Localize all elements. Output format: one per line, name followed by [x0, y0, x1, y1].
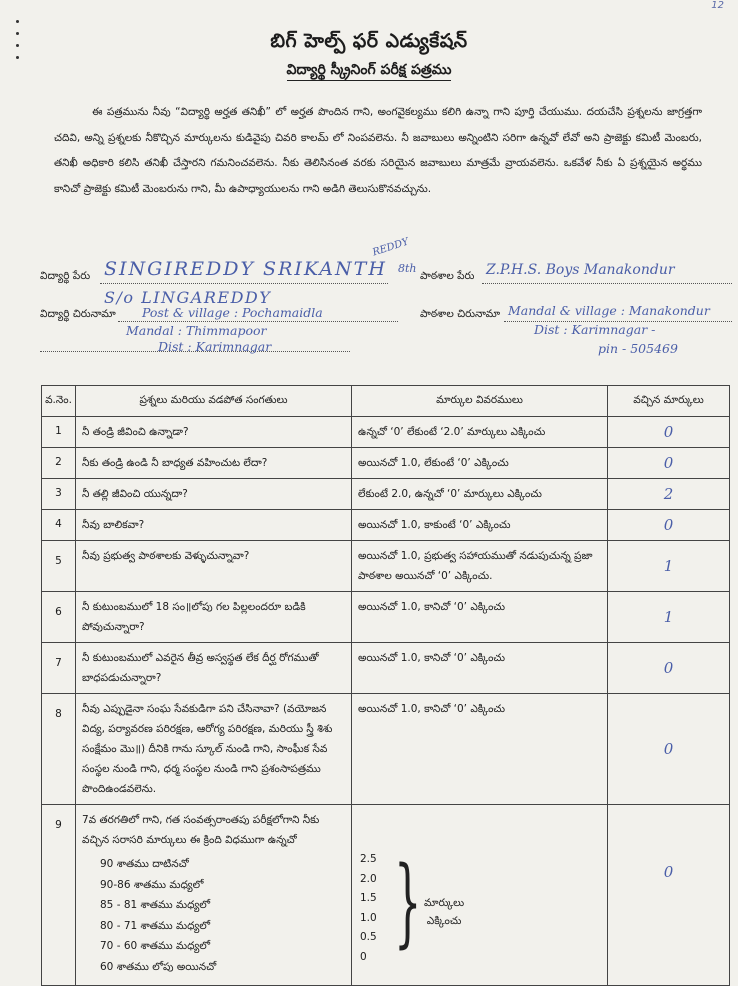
scale-value: 1.0	[360, 911, 377, 924]
scale-label	[424, 894, 464, 930]
list-item: 60 శాతము లోపు అయినచో	[100, 960, 217, 973]
row-mark[interactable]: 0	[608, 805, 730, 986]
school-name-label: పాఠశాల పేరు	[420, 270, 475, 282]
row-number: 9	[42, 805, 76, 986]
row-rule: లేకుంటే 2.0, ఉన్నచో ‘0’ మార్కులు ఎక్కించు	[352, 479, 608, 510]
row-rule	[352, 805, 608, 986]
scale-values	[360, 850, 377, 967]
table-row	[42, 417, 730, 448]
school-address-label: పాఠశాల చిరునామా	[420, 308, 501, 320]
school-address-line-1[interactable]: Mandal & village : Manakondur	[508, 303, 710, 318]
row-question: నీవు ఎప్పుడైనా సంఘ సేవకుడిగా పని చేసినావా? (వయోజన విద్య, పర్యావరణ పరిరక్షణ, ఆరోగ్య పరిరక్షణ, మరియు స్త్రీ శిశు సంక్షేమం మొ॥) దీనికి గాను స్కూల్ నుండి గాని, సాంఘీక సేవ సంస్థల నుండి గాని, ధర్మ సంస్థల నుండి గాని ప్రశంసాపత్రము పొందిఉండవలెను.	[76, 694, 352, 805]
instructions-paragraph: ఈ పత్రమును నీవు “విద్యార్థి అర్హత తనిఖీ” లో అర్హత పొందిన గాని, అంగవైకల్యము కలిగి ఉన్నా గాని పూర్తి చేయుము. దయచేసి ప్రశ్నలను జాగ్రత్తగా చదివి, అన్ని ప్రశ్నలకు నీకొచ్చిన మార్కులను కుడివైపు చివరి కాలమ్ లో నింపవలెను. నీ జవాబులు అన్నింటిని సరిగా ఉన్నవో లేవో అని ప్రాజెక్టు కమిటీ మెంబరు, తనిఖీ అధికారి కలిసి తనిఖీ చేస్తారని గమనించవలెను. నీకు తెలిసినంత వరకు సరియైన జవాబులు మాత్రమే వ్రాయవలెను. ఒకవేళ నీకు ఏ ప్రశ్నయైన అర్థము కానిచో ప్రాజెక్టు కమిటీ మెంబరును గాని, మీ ఉపాధ్యాయులను గాని అడిగి తెలుసుకొనవచ్చును.	[54, 106, 702, 195]
student-name-line	[100, 283, 388, 284]
row-mark[interactable]: 0	[608, 694, 730, 805]
col-header-marks-obtained: వచ్చిన మార్కులు	[608, 386, 730, 417]
student-address-label: విద్యార్థి చిరునామా	[40, 308, 116, 320]
row-number: 4	[42, 510, 76, 541]
school-address-line-2[interactable]: Dist : Karimnagar -	[534, 322, 656, 337]
row-number: 5	[42, 541, 76, 592]
row-rule: అయినచో 1.0, కానిచో ‘0’ ఎక్కించు	[352, 643, 608, 694]
row-question: నీ కుటుంబములో ఎవరైన తీవ్ర అస్వస్థత లేక దీర్ఘ రోగముతో బాధపడుచున్నారా?	[76, 643, 352, 694]
screening-table	[41, 385, 730, 986]
scale-value: 0	[360, 950, 367, 963]
row-rule: అయినచో 1.0, లేకుంటే ‘0’ ఎక్కించు	[352, 448, 608, 479]
row-mark[interactable]: 1	[608, 592, 730, 643]
marks-scale	[358, 846, 601, 980]
row-number: 2	[42, 448, 76, 479]
row-question: నీవు బాలికవా?	[76, 510, 352, 541]
table-row	[42, 448, 730, 479]
row-mark[interactable]: 2	[608, 479, 730, 510]
page-subtitle	[0, 62, 738, 81]
row-number: 6	[42, 592, 76, 643]
row-rule: అయినచో 1.0, కాకుంటే ‘0’ ఎక్కించు	[352, 510, 608, 541]
row-question-9	[76, 805, 352, 986]
scale-value: 2.0	[360, 872, 377, 885]
scale-value: 0.5	[360, 931, 377, 943]
school-name-value[interactable]: Z.P.H.S. Boys Manakondur	[486, 262, 675, 278]
page-title: బిగ్ హెల్ప్ ఫర్ ఎడ్యుకేషన్	[270, 30, 468, 52]
row-mark[interactable]: 0	[608, 448, 730, 479]
student-address-line	[118, 321, 398, 322]
list-item: 90-86 శాతము మధ్యలో	[100, 878, 204, 891]
row-mark[interactable]: 1	[608, 541, 730, 592]
address-line-1[interactable]: S/o LINGAREDDY	[104, 288, 272, 307]
student-name-label: విద్యార్థి పేరు	[40, 270, 91, 282]
scale-value: 2.5	[360, 853, 377, 865]
address-line-2[interactable]: Post & village : Pochamaidla	[142, 305, 323, 320]
list-item: 85 - 81 శాతము మధ్యలో	[100, 899, 211, 911]
subtitle-text: విద్యార్థి స్క్రీనింగ్ పరీక్ష పత్రము	[287, 62, 452, 81]
address-line-3[interactable]: Mandal : Thimmapoor	[126, 323, 267, 338]
col-header-question: ప్రశ్నలు మరియు వడపోత సంగతులు	[76, 386, 352, 417]
row-question: నీ కుటుంబములో 18 సం॥లోపు గల పిల్లలందరూ బడికి పోవుచున్నారా?	[76, 592, 352, 643]
row-rule: అయినచో 1.0, కానిచో ‘0’ ఎక్కించు	[352, 592, 608, 643]
row-number: 1	[42, 417, 76, 448]
list-item: 90 శాతము దాటినచో	[100, 858, 189, 870]
list-item: 70 - 60 శాతము మధ్యలో	[100, 940, 211, 952]
list-item: 80 - 71 శాతము మధ్యలో	[100, 919, 211, 932]
col-header-number: వ.నెం.	[42, 386, 76, 417]
row-mark[interactable]: 0	[608, 510, 730, 541]
reddy-note: REDDY	[371, 236, 411, 259]
row-number: 7	[42, 643, 76, 694]
scale-value: 1.5	[360, 892, 377, 904]
row-question: నీ తల్లి జీవించి యున్నదా?	[76, 479, 352, 510]
table-row	[42, 510, 730, 541]
row-mark[interactable]: 0	[608, 417, 730, 448]
row-number: 3	[42, 479, 76, 510]
row-question: 7వ తరగతిలో గాని, గత సంవత్సరాంతపు పరీక్షలోగాని నీకు వచ్చిన సరాసరి మార్కులు ఈ క్రింది విధముగా ఉన్నచో	[82, 814, 320, 846]
row-mark[interactable]: 0	[608, 643, 730, 694]
col-header-marks-details: మార్కుల వివరములు	[352, 386, 608, 417]
table-row	[42, 805, 730, 986]
row-question: నీ తండ్రి జీవించి ఉన్నాడా?	[76, 417, 352, 448]
school-address-line-3[interactable]: pin - 505469	[598, 341, 678, 356]
scale-label-line-2: ఎక్కించు	[426, 915, 462, 927]
row-question: నీవు ప్రభుత్వ పాఠశాలకు వెళ్ళుచున్నావా?	[76, 541, 352, 592]
row-number: 8	[42, 694, 76, 805]
table-row	[42, 643, 730, 694]
scale-label-line-1: మార్కులు	[424, 897, 465, 909]
page-number: 12	[711, 0, 724, 11]
row-question: నీకు తండ్రి ఉండి నీ బాధ్యత వహించుట లేదా?	[76, 448, 352, 479]
class-note: 8th	[398, 262, 417, 275]
percentage-list	[100, 854, 345, 977]
table-header-row	[42, 386, 730, 417]
school-name-line	[482, 283, 732, 284]
brace-icon: }	[394, 846, 422, 958]
address-line-4[interactable]: Dist : Karimnagar	[158, 339, 272, 354]
table-row	[42, 694, 730, 805]
table-row	[42, 592, 730, 643]
table-row	[42, 479, 730, 510]
student-name-value[interactable]: SINGIREDDY SRIKANTH	[104, 258, 387, 280]
row-rule: అయినచో 1.0, ప్రభుత్వ సహాయముతో నడుపుచున్న ప్రజా పాఠశాల అయినచో ‘0’ ఎక్కించు.	[352, 541, 608, 592]
row-rule: అయినచో 1.0, కానిచో ‘0’ ఎక్కించు	[352, 694, 608, 805]
row-rule: ఉన్నచో ‘0’ లేకుంటే ‘2.0’ మార్కులు ఎక్కించు	[352, 417, 608, 448]
table-row	[42, 541, 730, 592]
